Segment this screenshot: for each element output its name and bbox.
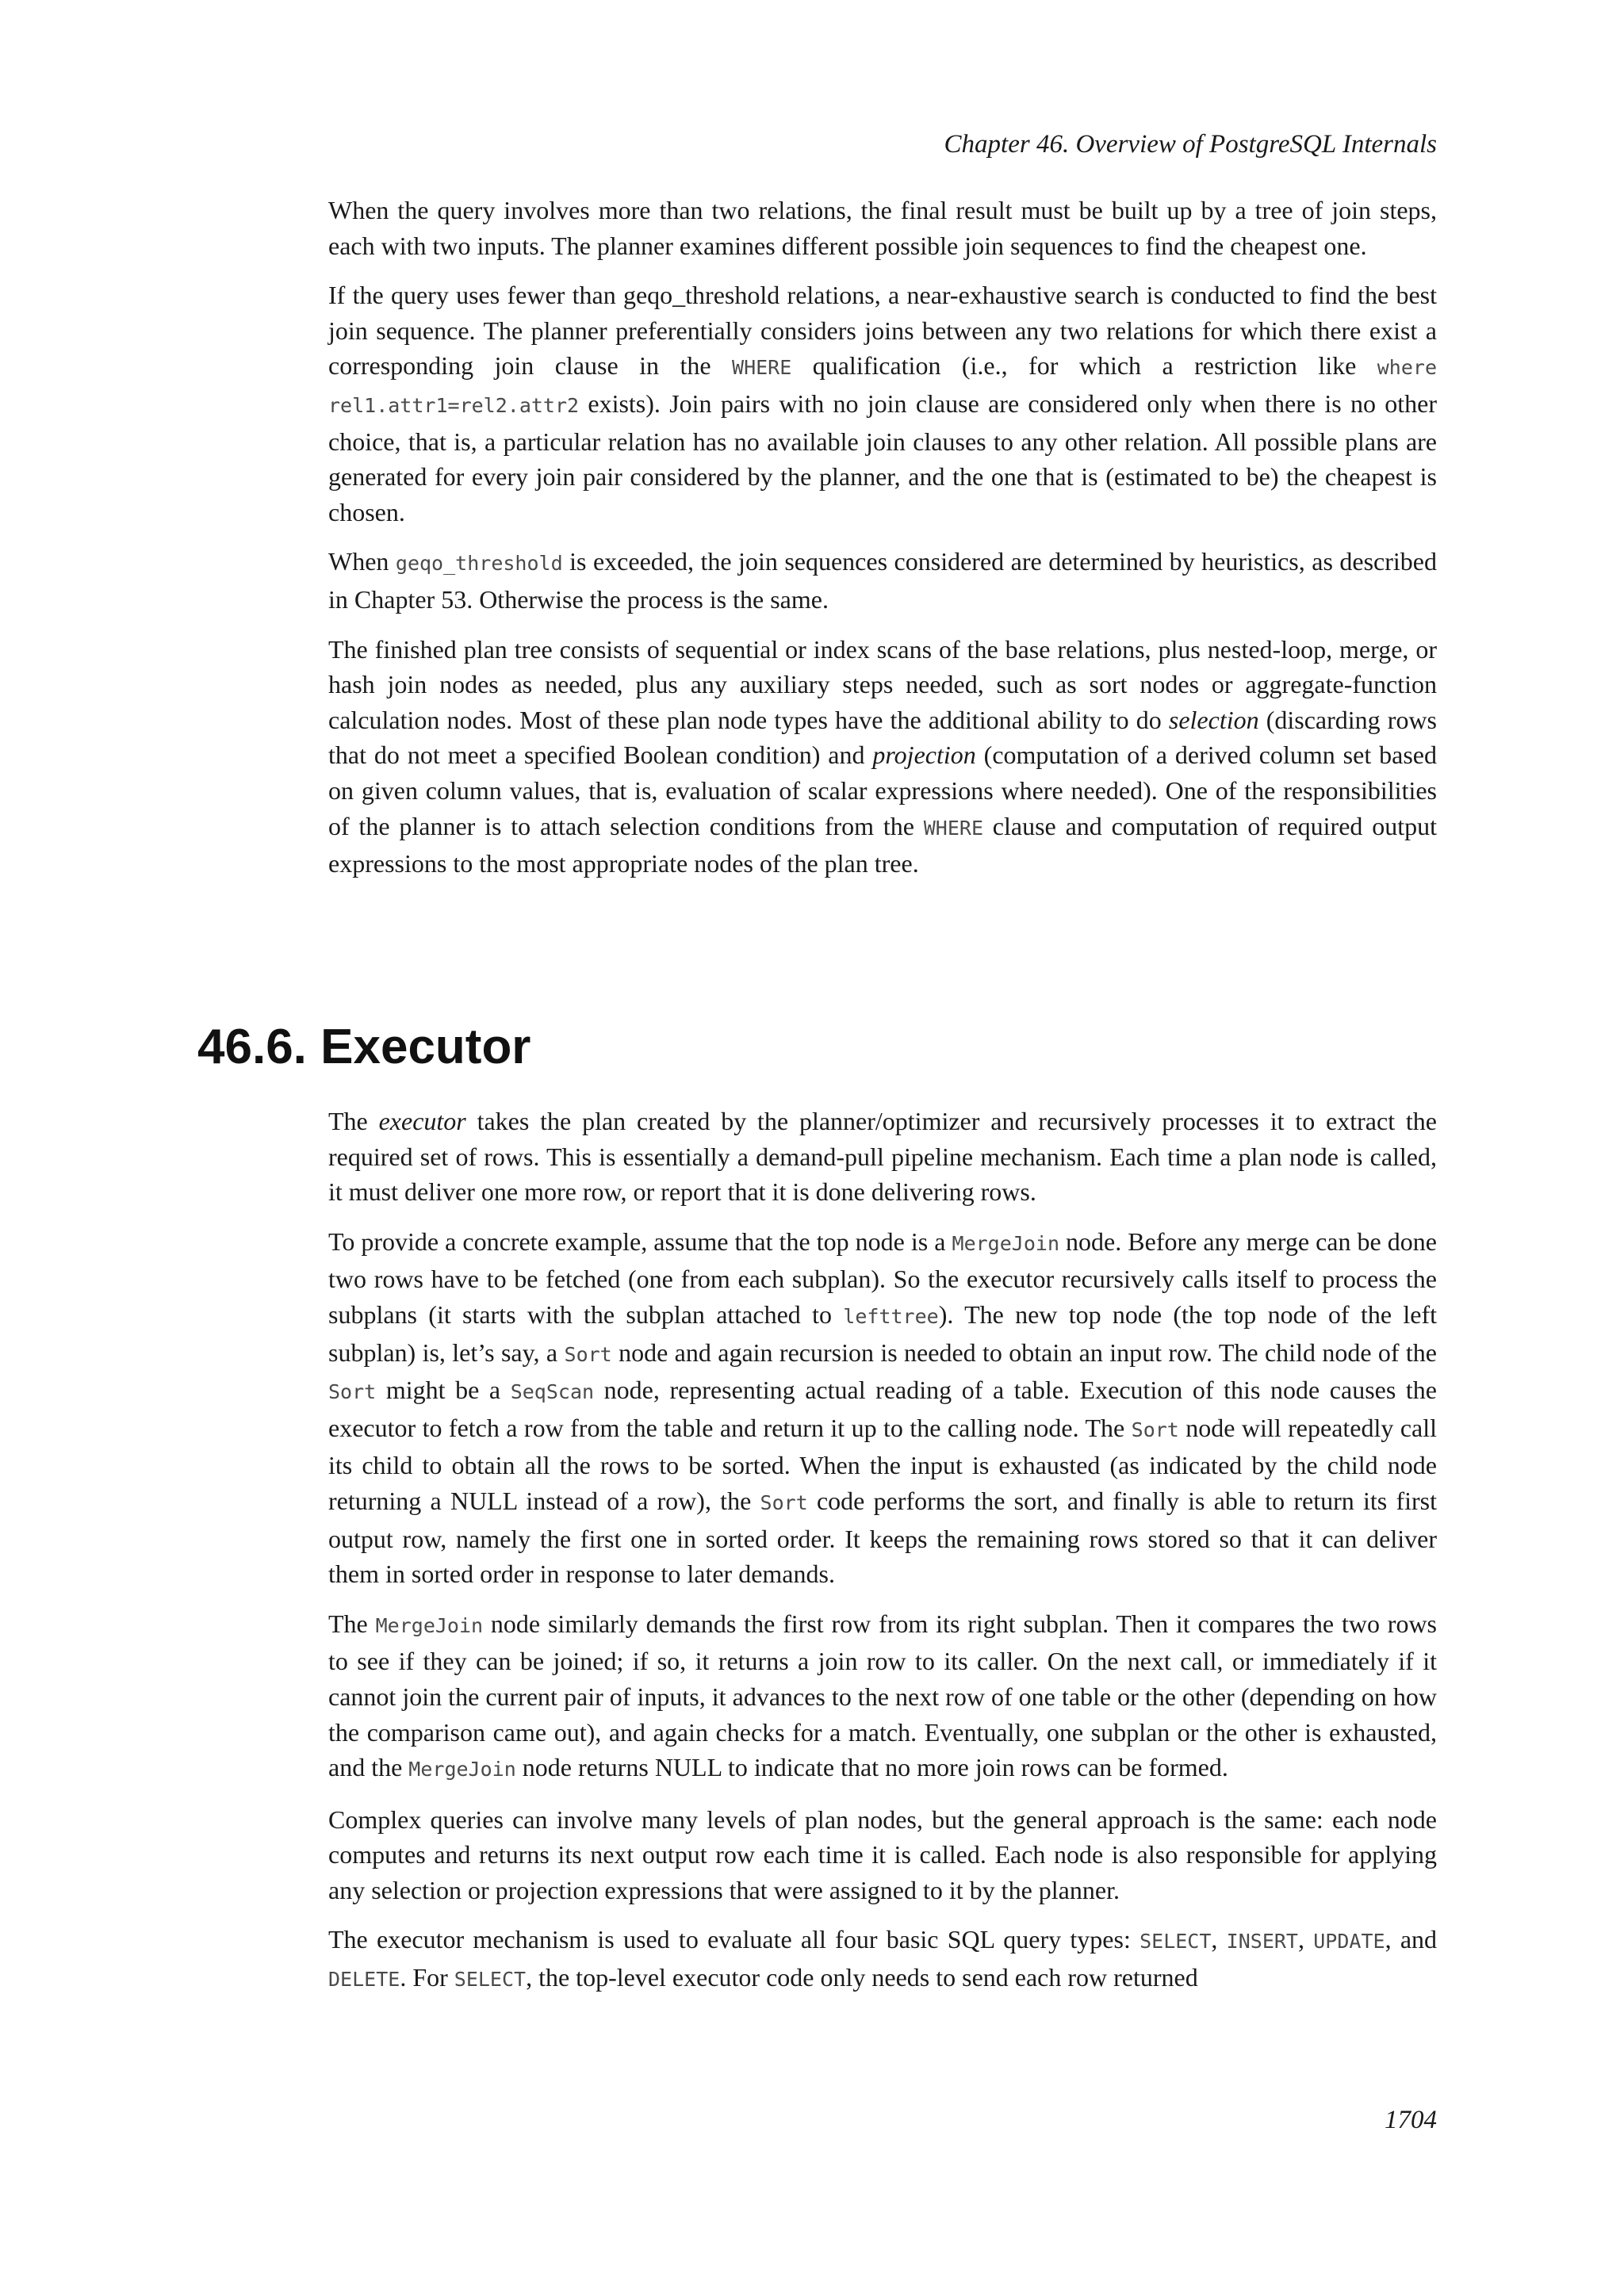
paragraph-join-tree: When the query involves more than two relations, the final result must be built up by a tree of join steps, each with two inputs. The planner examines different possible join sequences to find the cheapest one. — [328, 196, 1437, 260]
text-run: ). The new top node (the top node of the left subplan) is, let’s say, a — [328, 1299, 1438, 1367]
code-sort: Sort — [1131, 1418, 1179, 1441]
code-mergejoin: MergeJoin — [952, 1231, 1059, 1255]
paragraph-complex-queries: Complex queries can involve many levels of plan nodes, but the general approach is the same: each node computes and returns its next output row each time it is called. Each node is also responsible for applying any selection or projection expressions that were assigned to it by the planner. — [328, 1804, 1437, 1904]
code-where-clause: where rel1.attr1=rel2.attr2 — [328, 356, 1438, 417]
text-run: might be a — [376, 1376, 511, 1405]
code-lefttree: lefttree — [843, 1304, 939, 1328]
text-run: . For — [400, 1963, 454, 1992]
text-run: , — [1297, 1925, 1314, 1954]
paragraph-executor-intro — [328, 1104, 1437, 1210]
running-header: Chapter 46. Overview of PostgreSQL Internals — [944, 130, 1437, 159]
code-seqscan: SeqScan — [510, 1380, 595, 1404]
text-run: If the query uses fewer than geqo_threshold relations, a near-exhaustive search is conducted to find the best join sequence. The planner preferentially considers joins between any two relations for which there exist a corresponding join clause in the — [328, 281, 1437, 381]
code-select: SELECT — [454, 1968, 527, 1992]
text-run: (discarding rows that do not meet a specified Boolean condition) and — [328, 705, 1438, 770]
code-sort: Sort — [760, 1490, 808, 1514]
text-run: The finished plan tree consists of sequential or index scans of the base relations, plus nested-loop, merge, or hash join nodes as needed, plus any auxiliary steps needed, such as sort nodes or aggregate-function calculation nodes. Most of these plan node types have the additional ability to do — [328, 634, 1437, 734]
text-run: node. Before any merge can be done two rows have to be fetched (one from each subplan). So the executor recursively calls itself to process the subplans (it starts with the subplan attached to — [328, 1226, 1438, 1329]
text-run: node similarly demands the first row from its right subplan. Then it compares the two rows to see if they can be joined; if so, it returns a join row to its caller. On the next call, or immediately if it cannot join the current pair of inputs, it advances to the next row of one table or the other (depending on how the comparison came out), and again checks for a match. Eventually, one subplan or the other is exhausted, and the — [328, 1609, 1438, 1782]
text-run: , and — [1385, 1925, 1438, 1954]
code-sort: Sort — [564, 1342, 612, 1366]
emphasis-projection: projection — [872, 740, 976, 770]
code-sort: Sort — [328, 1380, 377, 1404]
text-run: The — [328, 1107, 379, 1135]
executor-section-body — [328, 1104, 1437, 2012]
code-select: SELECT — [1139, 1930, 1212, 1954]
code-where: WHERE — [732, 356, 792, 380]
paragraph-concrete-example — [328, 1224, 1437, 1592]
paragraph-query-types — [328, 1922, 1437, 1997]
paragraph-exhaustive-search — [328, 277, 1437, 530]
emphasis-executor: executor — [378, 1107, 466, 1135]
text-run: node returns NULL to indicate that no more join rows can be formed. — [515, 1753, 1228, 1782]
text-run: , — [1211, 1925, 1227, 1954]
text-run: qualification (i.e., for which a restriction like — [791, 351, 1377, 381]
page-number: 1704 — [1385, 2106, 1437, 2134]
code-where: WHERE — [923, 816, 983, 840]
code-delete: DELETE — [328, 1968, 400, 1992]
code-geqo-threshold: geqo_threshold — [395, 552, 563, 576]
text-run: (computation of a derived column set based on given column values, that is, evaluation of scalar expressions where needed). One of the responsibilities of the planner is to attach selection conditions from the — [328, 740, 1438, 840]
text-run: node will repeatedly call its child to obtain all the rows to be sorted. When the input is exhausted (as indicated by the child node returning a NULL instead of a row), the — [328, 1413, 1438, 1515]
paragraph-geqo-threshold — [328, 544, 1437, 617]
text-run: To provide a concrete example, assume that the top node is a — [328, 1226, 952, 1256]
code-mergejoin: MergeJoin — [375, 1613, 484, 1637]
text-run: When — [328, 547, 396, 576]
text-run: The executor mechanism is used to evaluate all four basic SQL query types: — [328, 1925, 1140, 1954]
text-run: code performs the sort, and finally is able to return its first output row, namely the first one in sorted order. It keeps the remaining rows stored so that it can deliver them in sorted order in response to later demands. — [328, 1486, 1438, 1589]
text-run: The — [328, 1609, 376, 1638]
code-mergejoin: MergeJoin — [408, 1758, 516, 1781]
text-run: takes the plan created by the planner/optimizer and recursively processes it to extract the required set of rows. This is essentially a demand-pull pipeline mechanism. Each time a plan node is called, it must deliver one more row, or report that it is done delivering rows. — [328, 1107, 1438, 1207]
text-run: exists). Join pairs with no join clause are considered only when there is no other choice, that is, a particular relation has no available join clauses to any other relation. All possible plans are generated for every join pair considered by the planner, and the one that is (estimated to be) the cheapest is chosen. — [328, 388, 1437, 526]
section-title: 46.6. Executor — [197, 1020, 531, 1074]
text-run: is exceeded, the join sequences considered are determined by heuristics, as described in Chapter 53. Otherwise the process is the same. — [328, 547, 1438, 614]
paragraph-mergejoin — [328, 1606, 1437, 1788]
text-run: , the top-level executor code only needs to send each row returned — [526, 1963, 1198, 1992]
text-run: clause and computation of required output expressions to the most appropriate nodes of the plan tree. — [328, 811, 1437, 878]
text-run: node and again recursion is needed to obtain an input row. The child node of the — [611, 1337, 1438, 1367]
code-update: UPDATE — [1313, 1930, 1385, 1954]
text-run: node, representing actual reading of a table. Execution of this node causes the executor to fetch a row from the table and return it up to the calling node. The — [328, 1376, 1438, 1442]
emphasis-selection: selection — [1168, 705, 1259, 734]
planner-continuation — [328, 193, 1437, 896]
code-insert: INSERT — [1226, 1930, 1298, 1954]
paragraph-plan-tree — [328, 632, 1437, 882]
